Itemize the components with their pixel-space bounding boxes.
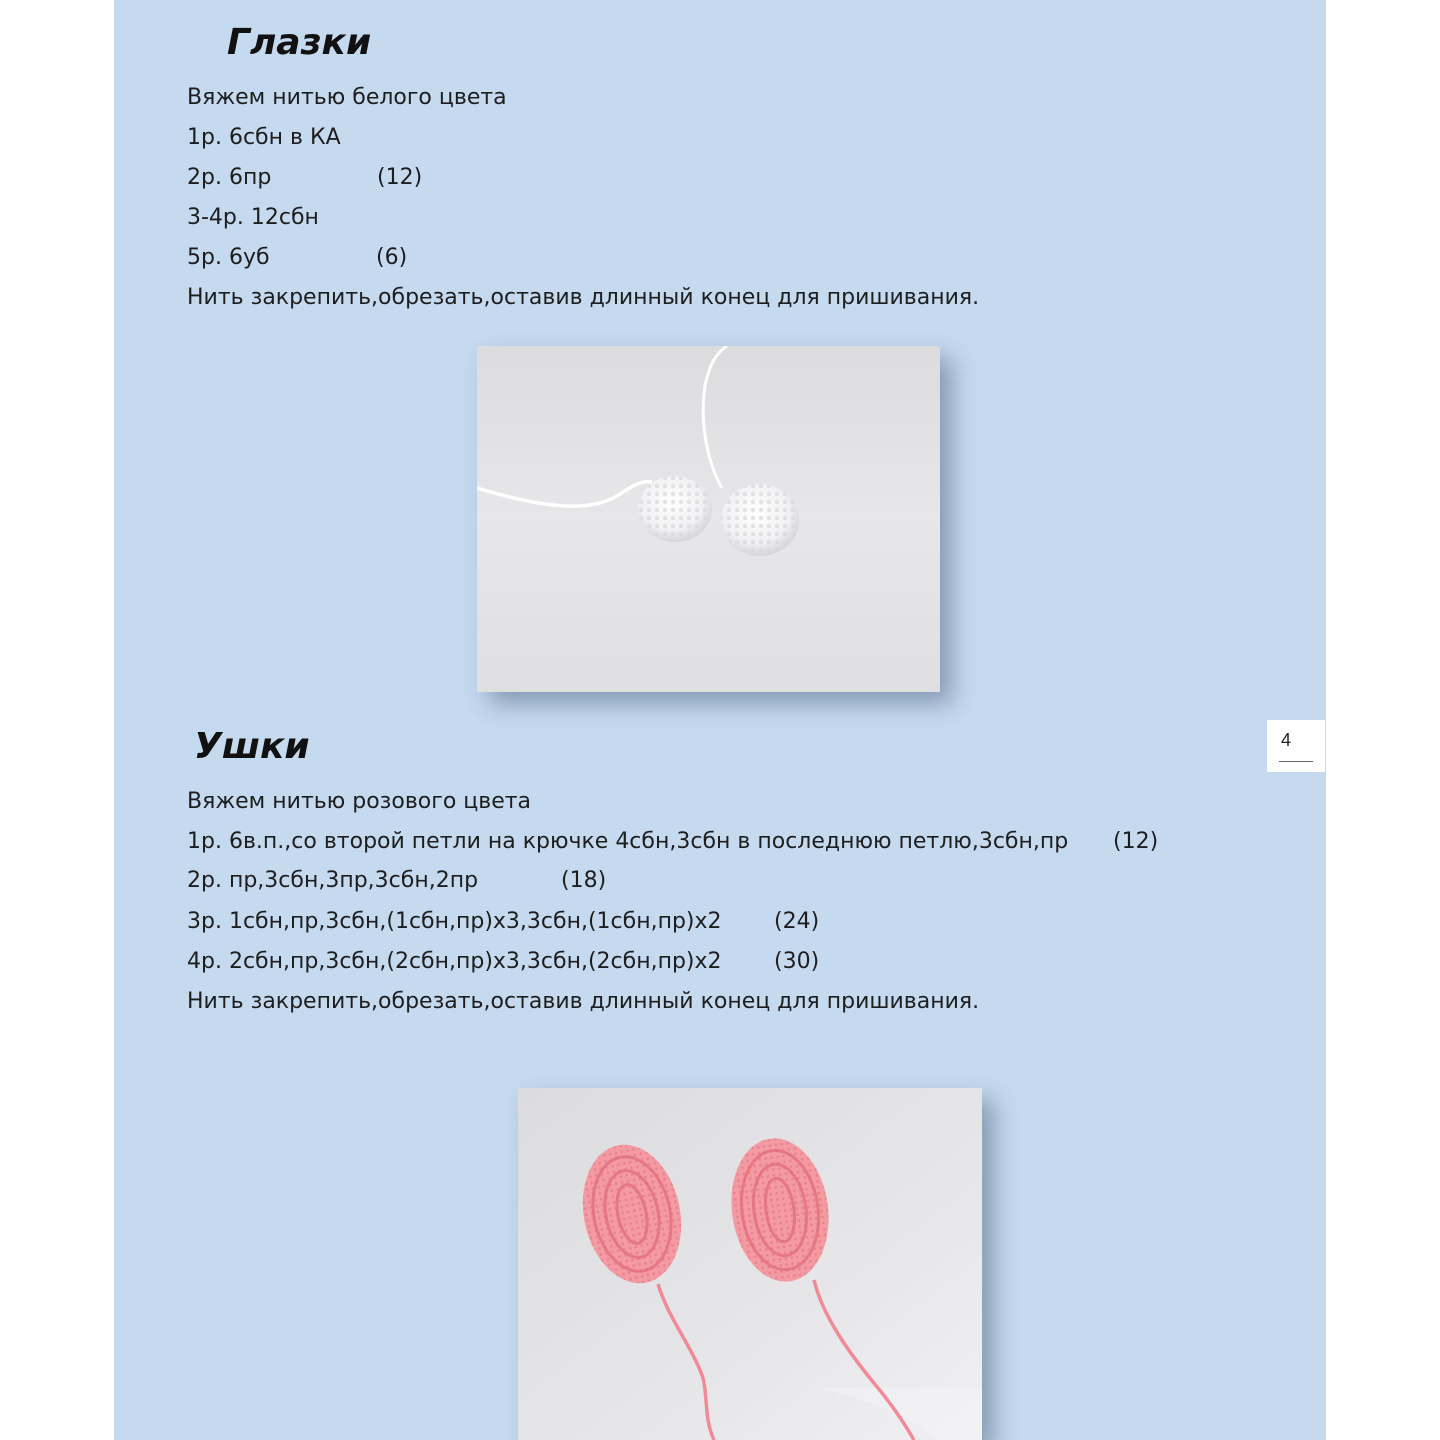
- eyes-row-1: 1р. 6сбн в КА: [187, 125, 341, 150]
- eyes-row-2-count: (12): [377, 165, 423, 190]
- page-number-underline: [1279, 761, 1313, 762]
- ears-row-1-text: 1р. 6в.п.,со второй петли на крючке 4сбн,3сбн в последнюю петлю,3сбн,пр: [187, 829, 1069, 854]
- ears-row-1: [187, 828, 1247, 856]
- eyes-heading: Глазки: [227, 22, 372, 63]
- eyes-row-5: [187, 244, 587, 272]
- eyes-row-3-4: 3-4р. 12сбн: [187, 205, 319, 230]
- ears-row-1-count: (12): [1113, 829, 1159, 854]
- page-number: 4: [1281, 730, 1292, 750]
- eyes-row-5-count: (6): [376, 245, 408, 270]
- eyes-row-2: [187, 164, 587, 192]
- eyes-photo: [477, 346, 940, 692]
- ears-row-2-text: 2р. пр,3сбн,3пр,3сбн,2пр: [187, 868, 479, 893]
- white-eyes-illustration: [477, 346, 940, 692]
- ears-row-2-count: (18): [561, 868, 607, 893]
- page-number-box: [1267, 720, 1325, 772]
- eyes-yarn-line: Вяжем нитью белого цвета: [187, 85, 507, 110]
- ears-row-3-count: (24): [774, 909, 820, 934]
- document-page: [114, 0, 1326, 1440]
- ears-finish-line: Нить закрепить,обрезать,оставив длинный конец для пришивания.: [187, 989, 980, 1014]
- ears-row-4-count: (30): [774, 949, 820, 974]
- ears-row-2: [187, 867, 787, 895]
- ears-row-3-text: 3р. 1сбн,пр,3сбн,(1сбн,пр)х3,3сбн,(1сбн,пр)х2: [187, 909, 722, 934]
- eyes-row-5-text: 5р. 6уб: [187, 245, 270, 270]
- ears-row-3: [187, 908, 987, 936]
- ears-row-4-text: 4р. 2сбн,пр,3сбн,(2сбн,пр)х3,3сбн,(2сбн,пр)х2: [187, 949, 722, 974]
- pink-ears-illustration: [518, 1088, 982, 1440]
- ears-photo: [518, 1088, 982, 1440]
- eyes-finish-line: Нить закрепить,обрезать,оставив длинный конец для пришивания.: [187, 285, 980, 310]
- ears-yarn-line: Вяжем нитью розового цвета: [187, 789, 532, 814]
- ears-heading: Ушки: [194, 726, 310, 767]
- eyes-row-2-text: 2р. 6пр: [187, 165, 272, 190]
- ears-row-4: [187, 948, 987, 976]
